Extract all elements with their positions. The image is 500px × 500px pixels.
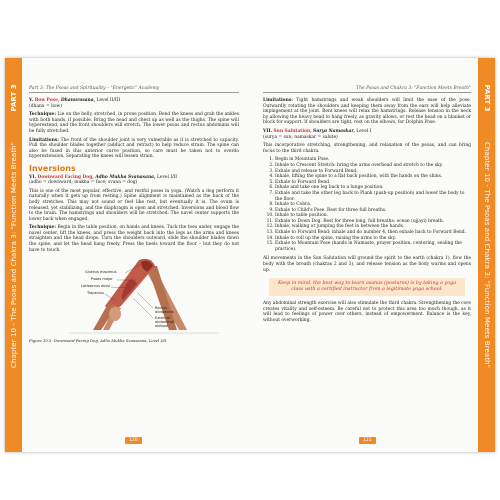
limitations-paragraph-right: Limitations: Tight hamstrings and weak shoulders will limit the ease of the pose. Outwardly rotating the shoulders and keeping them away from the ears will help alleviate impingement at the joint. Bent knees will relax the hamstrings. Release tension in the neck by allowing the heavy head to hang freely, as gravity allows, or rest the head on a blanket or block for support. If shoulders are tight, rest on the elbows, for Dolphin Pose. — [263, 98, 471, 126]
down-dog-technique: Technique: Begin in the table position, on hands and knees. Tuck the toes under, engage the navel center, lift the knees, and press the weight back into the legs as the arms and knees straighten and the head drops. Turn the shoulders outward, slide the shoulder blades down the spine, and let the head hang freely. Press the heels toward the floor – but they do not have to touch. — [29, 225, 239, 253]
page-number-right: 121 — [359, 437, 376, 444]
down-dog-description: This is one of the most popular, effective, and restful poses in yoga. (Watch a dog perform it naturally when it gets up from resting.) Spine alignment is maintained as the back of the body stretches. This may not sound or feel like rest, but eventually it is. The ovum is released, yet stabilizing, and the diaphragm is open and stretched. Inversions and blood flow to the brain. The hamstrings and shoulders will be stretched. The navel center supports the lower back when engaged. — [29, 188, 239, 222]
chapter-tab-left — [5, 58, 22, 452]
list-item: 3. Exhale and release to Forward Bend. — [275, 169, 471, 175]
label-gluteus-maximus: Gluteus maximus — [85, 270, 117, 275]
list-item: 13. Exhale to Forward Bend; inhale and do number 4, then exhale back to Forward Bend. — [275, 230, 471, 236]
list-item: 12. Inhale, walking or jumping the feet in between the hands. — [275, 224, 471, 230]
label-external-oblique: External abdominal oblique — [155, 316, 174, 329]
down-dog-illustration — [29, 256, 239, 336]
list-item: 8. Inhale to Cobra. — [275, 202, 471, 208]
label-rectus-abdominis: Rectus abdominis — [155, 306, 174, 315]
label-latissimus-dorsi: Latissimus dorsi — [81, 284, 110, 289]
list-item: 9. Exhale to Child's Pose. Rest for three full breaths. — [275, 208, 471, 214]
label-trapezius: Trapezius — [87, 291, 104, 296]
running-header-left: Part 3: The Psoas and Spirituality – "Energetic" Academy — [29, 86, 239, 93]
list-item: 15. Exhale to Mountain Pose (hands in Namaste, prayer position, centering, sealing the practice). — [275, 241, 471, 252]
chapter-tab-right — [478, 58, 495, 452]
list-item: 5. Exhale to Forward Bend. — [275, 180, 471, 186]
list-item: 2. Inhale to Crescent Stretch: bring the arms overhead and stretch to the sky. — [275, 163, 471, 169]
figure-caption: Figure 10.5: Downward Facing Dog, Adho Mukha Svanasana, Level I/II — [29, 338, 167, 344]
running-header-right: The Psoas and Chakra 3: "Function Meets Breath" — [263, 86, 471, 93]
sun-closing: All movements in the Sun Salutation will ground the spirit to the earth (chakra 1), flow the body with the breath (chakras 2 and 3), and release tension as the body warms and opens up. — [263, 256, 471, 273]
right-content — [263, 98, 471, 327]
pose-title-bow: V. Bow Pose, Dhanurasana, Level II/III — [29, 98, 121, 103]
pose-translation-sun: (surya = sun; namaskar = salute) — [263, 134, 338, 140]
pose-title-down-dog: VI. Downward Facing Dog, Adho Mukha Svanasana, Level I/II — [29, 174, 178, 180]
section-heading-inversions: Inversions — [29, 163, 76, 173]
page-number-left: 120 — [125, 437, 142, 444]
list-item: 11. Exhale to Down Dog. Rest for three long, full breaths: ocean (ujjayi) breath. — [275, 219, 471, 225]
tab-part-label: PART 3 — [482, 84, 491, 112]
technique-paragraph: Technique: Lie on the belly, stretched, in prone position. Bend the knees and grab the ankles with both hands, if possible. Bring the head and chest up as well as the thighs. The spine will hyperextend, and the front shoulders will stretch. The lower psoas and rectus abdominis will be fully stretched. — [29, 112, 239, 134]
right-page — [251, 58, 495, 452]
tab-chapter-label: Chapter 10 - The Psoas and Chakra 3: "Function Meets Breath" — [9, 141, 18, 369]
pose-translation-down-dog: (adho = downward; mukha = face; svana = dog) — [29, 180, 138, 186]
tab-part-label: PART 3 — [9, 84, 18, 112]
limitations-paragraph: Limitations: The front of the shoulder joint is very vulnerable as it is stretched to capacity. Pull the shoulder blades together (adduct and retract) to help reduce strain. The spine can also be fused in this anterior curve position, so care must be taken not to overdo hyperextension. Separating the knees will lessen strain. — [29, 137, 239, 160]
down-dog-figure — [29, 256, 239, 336]
pose-title-sun-salutation: VII. Sun Salutation, Surya Namaskar, Level I — [263, 128, 372, 134]
list-item: 6. Inhale and take one leg back to a lunge position. — [275, 185, 471, 191]
list-item: 14. Inhale to roll up the spine, raising the arms to the sky. — [275, 236, 471, 242]
callout-quote: Keep in mind, the best way to learn asanas (postures) is by taking a yoga class with a certified instructor from a legitimate yoga school. — [269, 278, 465, 296]
left-page — [5, 58, 252, 452]
label-psoas-major: Psoas major — [91, 277, 113, 282]
sun-salutation-steps — [263, 157, 471, 252]
tab-chapter-label: Chapter 10 - The Psoas and Chakra 3: "Function Meets Breath" — [482, 141, 491, 369]
list-item: 10. Inhale to table position. — [275, 213, 471, 219]
book-spread — [5, 58, 495, 452]
sun-intro: This incorporative stretching, strengthening, and relaxation of the psoas, and can bring focus to the third chakra. — [263, 143, 471, 154]
list-item: 4. Inhale, lifting the spine to a flat back position, with the hands on the shins. — [275, 174, 471, 180]
list-item: 7. Exhale and take the other leg back to Plank (push-up position) and lower the body to the floor. — [275, 191, 471, 202]
pose-translation-bow: (dhanu = bow) — [29, 103, 63, 109]
final-paragraph: Any abdominal strength exercise will also stimulate the third chakra. Strengthening the core creates vitality and self-esteem. Be careful not to protect this area too much though, as it will lead to feelings of power over others, instead of empowerment. Balance is the key, without overworking. — [263, 301, 471, 323]
list-item: 1. Begin in Mountain Pose. — [275, 157, 471, 163]
left-content — [29, 98, 239, 344]
